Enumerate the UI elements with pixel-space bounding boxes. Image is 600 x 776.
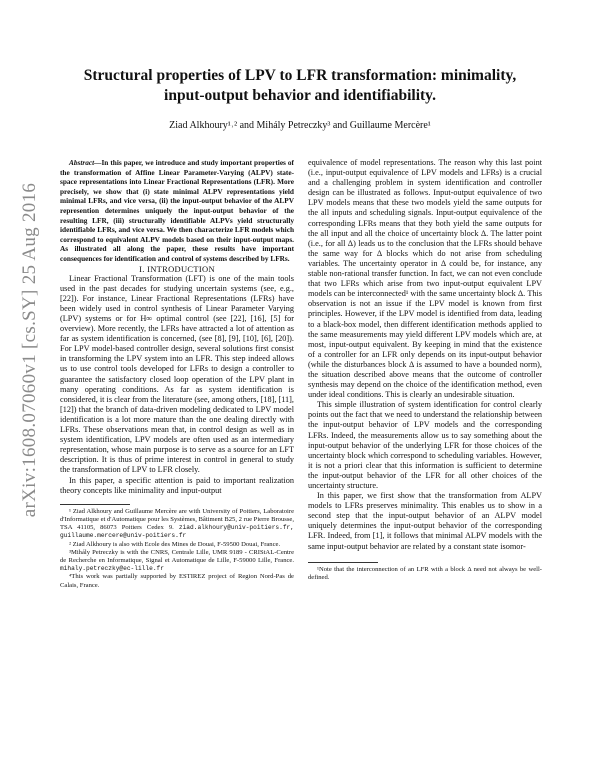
abstract-lead: Abstract—: [69, 158, 102, 167]
footnote-rule-right: [308, 562, 378, 563]
footnote-email-3: mihaly.petreczky@ec-lille.fr: [60, 565, 164, 573]
footnote-affiliation-3: ³Mihály Petreczky is with the CNRS, Centrale Lille, UMR 9189 - CRIStAL-Centre de Recherche en Informatique, Signal et Automatique de Lille, F-59000 Lille, France. mihaly.petreczky@ec-lille.fr: [60, 548, 294, 573]
arxiv-sidebar: [16, 182, 44, 518]
footnote-funding: ⁴This work was partially supported by ESTIREZ project of Region Nord-Pas de Calais, France.: [60, 573, 294, 589]
intro-paragraph-1: Linear Fractional Transformation (LFT) is one of the main tools used in the past decades for studying uncertain systems (see, e.g., [22]). For instance, Linear Fractional Representations (LFRs) have been widely used in control synthesis of Linear Parameter Varying (LPV) systems or for H∞ optimal control (see [22], [16], [5] for overview). More recently, the LFRs have attracted a lot of attention as far as system identification is concerned, (see [8], [9], [10], [6], [20]). For LPV model-based controller design, several solutions first consist in transforming the LPV system into an LFR. This step indeed allows us to use control tools developed for LFRs to design a controller to guarantee the satisfactory closed loop operation of the LPV plant in many operating conditions. As far as system identification is considered, it is clear from the literature (see, among others, [18], [11], [12]) that the branch of data-driven modeling dedicated to LPV model identification is a lot more mature than the one dealing directly with LFRs. These observations mean that, in control design as well as in system identification, LPV models are often used as an intermediary representation, whose main purpose is to serve as a source for an LFT description. It is thus of prime interest in control in general to study the transformation of LPV to LFR closely.: [60, 273, 294, 475]
intro-paragraph-3: equivalence of model representations. The reason why this last point (i.e., input-output equivalence of LPV models and LFRs) is a crucial and a challenging problem in system identification and controller design can be illustrated as follows. Input-output equivalence of two LPV models means that these two models yield the same outputs for the all inputs and scheduling signals. Input-output equivalence of the corresponding LFRs means that they both yield the same outputs for the all input and all the choice of uncertainty block Δ. The latter point (i.e., for all Δ) leads us to the conclusion that the LFRs should behave the same way for Δ blocks which do not arise from scheduling variables. The uncertainty operator in Δ could be, for instance, any stable non-rational transfer function. In fact, we can not even conclude that two LFRs which arise from two input-output equivalent LPV models can be interconnected¹ with the same uncertainty block Δ. This observation is not an issue if the LPV model is known from first principles. However, if the LPV model is identified from data, leading to a black-box model, then different identification methods applied to the same measurements may yield different LPV models which are, at most, input-output equivalent. By keeping in mind that the existence of a controller for an LFR only depends on its input-output behavior (while the disturbances block Δ is assumed to have a bounded norm), the situation described above means that the outcome of controller synthesis may depend on the choice of the identification method, even under ideal conditions. This is clearly an undesirable situation.: [308, 158, 542, 400]
footnote-interconnection: ¹Note that the interconnection of an LFR with a block Δ need not always be well-defined.: [308, 565, 542, 581]
arxiv-identifier: arXiv:1608.07060v1 [cs.SY] 25 Aug 2016: [19, 182, 40, 518]
footnote-rule: [60, 504, 130, 505]
left-column: [60, 158, 294, 590]
footnote-affiliation-2: ² Ziad Alkhoury is also with Ecole des Mines de Douai, F-59500 Douai, France.: [69, 540, 281, 548]
footnote-affiliation-1: ¹ Ziad Alkhoury and Guillaume Mercère are with University of Poitiers, Laboratoire d'Informatique et d'Automatique pour les Systèmes, Bâtiment B25, 2 rue Pierre Brousse, TSA 41105, 86073 Poitiers Cedex 9. ziad.alkhoury@univ-poitiers.fr, guillaume.mercere@univ-poitiers.fr: [60, 507, 294, 540]
section-heading-introduction: I. INTRODUCTION: [139, 263, 215, 274]
abstract: [60, 158, 294, 264]
intro-paragraph-5: In this paper, we first show that the transformation from ALPV models to LFRs preserves minimality. This enables us to show in a second step that the input-output behavior of an ALPV model uniquely determines the input-output behavior of the corresponding LFR. Indeed, from [1], it follows that minimal ALPV models with the same input-output behavior are related by a constant state isomor-: [308, 491, 542, 551]
intro-paragraph-4: This simple illustration of system identification for control clearly points out the fact that we need to understand the relationship between the input-output behavior of LPV models and the corresponding LFRs. Indeed, the measurements allow us to say something about the input-output behavior of the underlying LFR for those choices of the uncertainty block which correspond to scheduling variables. However, it is not a priori clear that this information is sufficient to determine the input-output behavior of the LFR for all other choices of the uncertainty structure.: [308, 400, 542, 490]
paper-title: Structural properties of LPV to LFR transformation: minimality, input-output behavior and identifiability.: [83, 67, 517, 104]
right-column: [308, 158, 542, 582]
paper-authors: Ziad Alkhoury¹˒² and Mihály Petreczky³ and Guillaume Mercère¹: [169, 120, 431, 131]
intro-paragraph-2: In this paper, a specific attention is paid to important realization theory concepts like minimality and input-output: [60, 475, 294, 495]
abstract-text: In this paper, we introduce and study important properties of the transformation of Affine Linear Parameter-Varying (ALPV) state-space representations into Linear Fractional Representations (LFR). More precisely, we show that (i) state minimal ALPV representations yield minimal LFRs, and vice versa, (ii) the input-output behavior of the ALPV represention determines uniquely the input-output behavior of the resulting LFR, (iii) structurally identifiable ALPVs yield structurally identifiable LFRs, and vice versa. We then characterize LFR models which correspond to equivalent ALPV models based on their input-output maps. As illustrated all along the paper, these results have important consequences for identification and control of systems described by LFRs.: [60, 158, 294, 263]
footnote-email-1: ziad.alkhoury@univ-poitiers.fr, guillaume.mercere@univ-poitiers.fr: [60, 524, 294, 540]
